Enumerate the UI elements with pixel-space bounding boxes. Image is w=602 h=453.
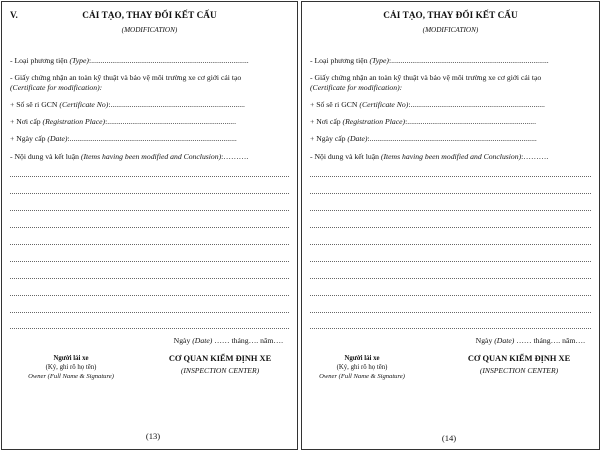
signing-date-prefix: Ngày bbox=[475, 336, 493, 345]
blank-line[interactable] bbox=[310, 219, 591, 228]
certificate-number-label-en: (Certificate No) bbox=[359, 100, 409, 109]
blank-line[interactable] bbox=[10, 270, 289, 279]
driver-subtitle-en: Owner (Full Name & Signature) bbox=[28, 373, 114, 380]
page-13 bbox=[1, 1, 298, 450]
blank-line[interactable] bbox=[310, 253, 591, 262]
issue-date-label-en: (Date) bbox=[347, 134, 368, 143]
registration-place-field[interactable] bbox=[10, 117, 289, 126]
blank-line[interactable] bbox=[10, 185, 289, 194]
content-conclusion-label: - Nội dung và kết luận bbox=[310, 152, 379, 161]
issue-date-dots: :....................................................................................... bbox=[367, 134, 537, 143]
signing-date bbox=[476, 336, 585, 345]
blank-line[interactable] bbox=[10, 304, 289, 313]
blank-line[interactable] bbox=[310, 320, 591, 329]
signing-date-rest: …… tháng…. năm…. bbox=[516, 336, 585, 345]
vehicle-type-dots: :.................................................................................. bbox=[388, 56, 549, 65]
vehicle-type-label-en: (Type) bbox=[369, 56, 389, 65]
vehicle-type-dots: :.................................................................................. bbox=[88, 56, 249, 65]
inspection-center-title-en: (INSPECTION CENTER) bbox=[180, 366, 260, 375]
signing-date-rest: …… tháng…. năm…. bbox=[214, 336, 283, 345]
blank-line[interactable] bbox=[310, 287, 591, 296]
blank-line[interactable] bbox=[10, 202, 289, 211]
certificate-number-label-en: (Certificate No) bbox=[59, 100, 109, 109]
vehicle-type-label-en: (Type) bbox=[69, 56, 89, 65]
blank-line[interactable] bbox=[10, 320, 289, 329]
vehicle-type-label: - Loại phương tiện bbox=[310, 56, 368, 65]
vehicle-type-label: - Loại phương tiện bbox=[10, 56, 68, 65]
driver-subtitle-en: Owner (Full Name & Signature) bbox=[319, 373, 405, 380]
registration-place-label: + Nơi cấp bbox=[310, 117, 341, 126]
registration-place-dots: :................................................................... bbox=[405, 117, 536, 126]
blank-line[interactable] bbox=[310, 304, 591, 313]
registration-place-dots: :................................................................... bbox=[105, 117, 236, 126]
certificate-heading-en-text: (Certificate for modification): bbox=[310, 83, 403, 92]
certificate-heading: - Giấy chứng nhận an toàn kỹ thuật và bảo vệ môi trường xe cơ giới cải tạo bbox=[10, 73, 242, 82]
blank-line[interactable] bbox=[310, 168, 591, 177]
section-number: V. bbox=[10, 10, 18, 20]
page-14 bbox=[301, 1, 600, 450]
certificate-number-field[interactable] bbox=[310, 100, 591, 109]
driver-subtitle: (Ký, ghi rõ họ tên) bbox=[336, 364, 388, 371]
blank-line[interactable] bbox=[310, 202, 591, 211]
signing-date-en: (Date) bbox=[494, 336, 515, 345]
issue-date-field[interactable] bbox=[10, 134, 289, 143]
certificate-heading-en-text: (Certificate for modification): bbox=[10, 83, 103, 92]
blank-line[interactable] bbox=[310, 185, 591, 194]
inspection-center-title: CƠ QUAN KIỂM ĐỊNH XE bbox=[168, 354, 272, 363]
certificate-heading: - Giấy chứng nhận an toàn kỹ thuật và bảo vệ môi trường xe cơ giới cải tạo bbox=[310, 73, 542, 82]
driver-signature-block bbox=[302, 355, 422, 380]
registration-place-label-en: (Registration Place) bbox=[342, 117, 406, 126]
signing-date-en: (Date) bbox=[192, 336, 213, 345]
blank-line[interactable] bbox=[310, 270, 591, 279]
content-conclusion-dots: :………. bbox=[221, 152, 249, 161]
page-number: (14) bbox=[441, 433, 457, 443]
vehicle-type-field[interactable] bbox=[10, 56, 289, 65]
inspection-center-title: CƠ QUAN KIỂM ĐỊNH XE bbox=[467, 354, 571, 363]
issue-date-label: + Ngày cấp bbox=[10, 134, 46, 143]
issue-date-label-en: (Date) bbox=[47, 134, 68, 143]
content-conclusion-field[interactable] bbox=[310, 152, 591, 161]
section-title: CẢI TẠO, THAY ĐỔI KẾT CẤU bbox=[82, 10, 217, 20]
blank-line[interactable] bbox=[10, 219, 289, 228]
content-conclusion-dots: :………. bbox=[521, 152, 549, 161]
driver-title: Người lái xe bbox=[53, 355, 89, 362]
registration-place-label: + Nơi cấp bbox=[10, 117, 41, 126]
certificate-number-field[interactable] bbox=[10, 100, 289, 109]
registration-place-field[interactable] bbox=[310, 117, 591, 126]
issue-date-label: + Ngày cấp bbox=[310, 134, 346, 143]
issue-date-field[interactable] bbox=[310, 134, 591, 143]
certificate-heading-en bbox=[310, 83, 591, 92]
inspection-center-title-en: (INSPECTION CENTER) bbox=[479, 366, 559, 375]
content-conclusion-field[interactable] bbox=[10, 152, 289, 161]
inspection-center-block bbox=[145, 354, 295, 375]
certificate-number-label: + Số sê ri GCN bbox=[10, 100, 58, 109]
blank-line[interactable] bbox=[10, 287, 289, 296]
registration-place-label-en: (Registration Place) bbox=[42, 117, 106, 126]
driver-title: Người lái xe bbox=[344, 355, 380, 362]
blank-line[interactable] bbox=[10, 168, 289, 177]
certificate-number-dots: :...................................................................... bbox=[108, 100, 245, 109]
content-conclusion-label-en: (Items having been modified and Conclusion) bbox=[80, 152, 222, 161]
certificate-heading-en bbox=[10, 83, 289, 92]
driver-signature-block bbox=[11, 355, 131, 380]
section-subtitle: (MODIFICATION) bbox=[422, 26, 479, 34]
inspection-center-block bbox=[444, 354, 594, 375]
driver-subtitle: (Ký, ghi rõ họ tên) bbox=[45, 364, 97, 371]
blank-line[interactable] bbox=[310, 236, 591, 245]
signing-date bbox=[174, 336, 283, 345]
vehicle-type-field[interactable] bbox=[310, 56, 591, 65]
section-title: CẢI TẠO, THAY ĐỔI KẾT CẤU bbox=[383, 10, 518, 20]
section-subtitle: (MODIFICATION) bbox=[121, 26, 178, 34]
issue-date-dots: :....................................................................................... bbox=[67, 134, 237, 143]
content-conclusion-label-en: (Items having been modified and Conclusion) bbox=[380, 152, 522, 161]
signing-date-prefix: Ngày bbox=[173, 336, 191, 345]
blank-line[interactable] bbox=[10, 253, 289, 262]
certificate-number-dots: :...................................................................... bbox=[408, 100, 545, 109]
certificate-number-label: + Số sê ri GCN bbox=[310, 100, 358, 109]
content-conclusion-label: - Nội dung và kết luận bbox=[10, 152, 79, 161]
page-number: (13) bbox=[145, 431, 161, 441]
blank-line[interactable] bbox=[10, 236, 289, 245]
